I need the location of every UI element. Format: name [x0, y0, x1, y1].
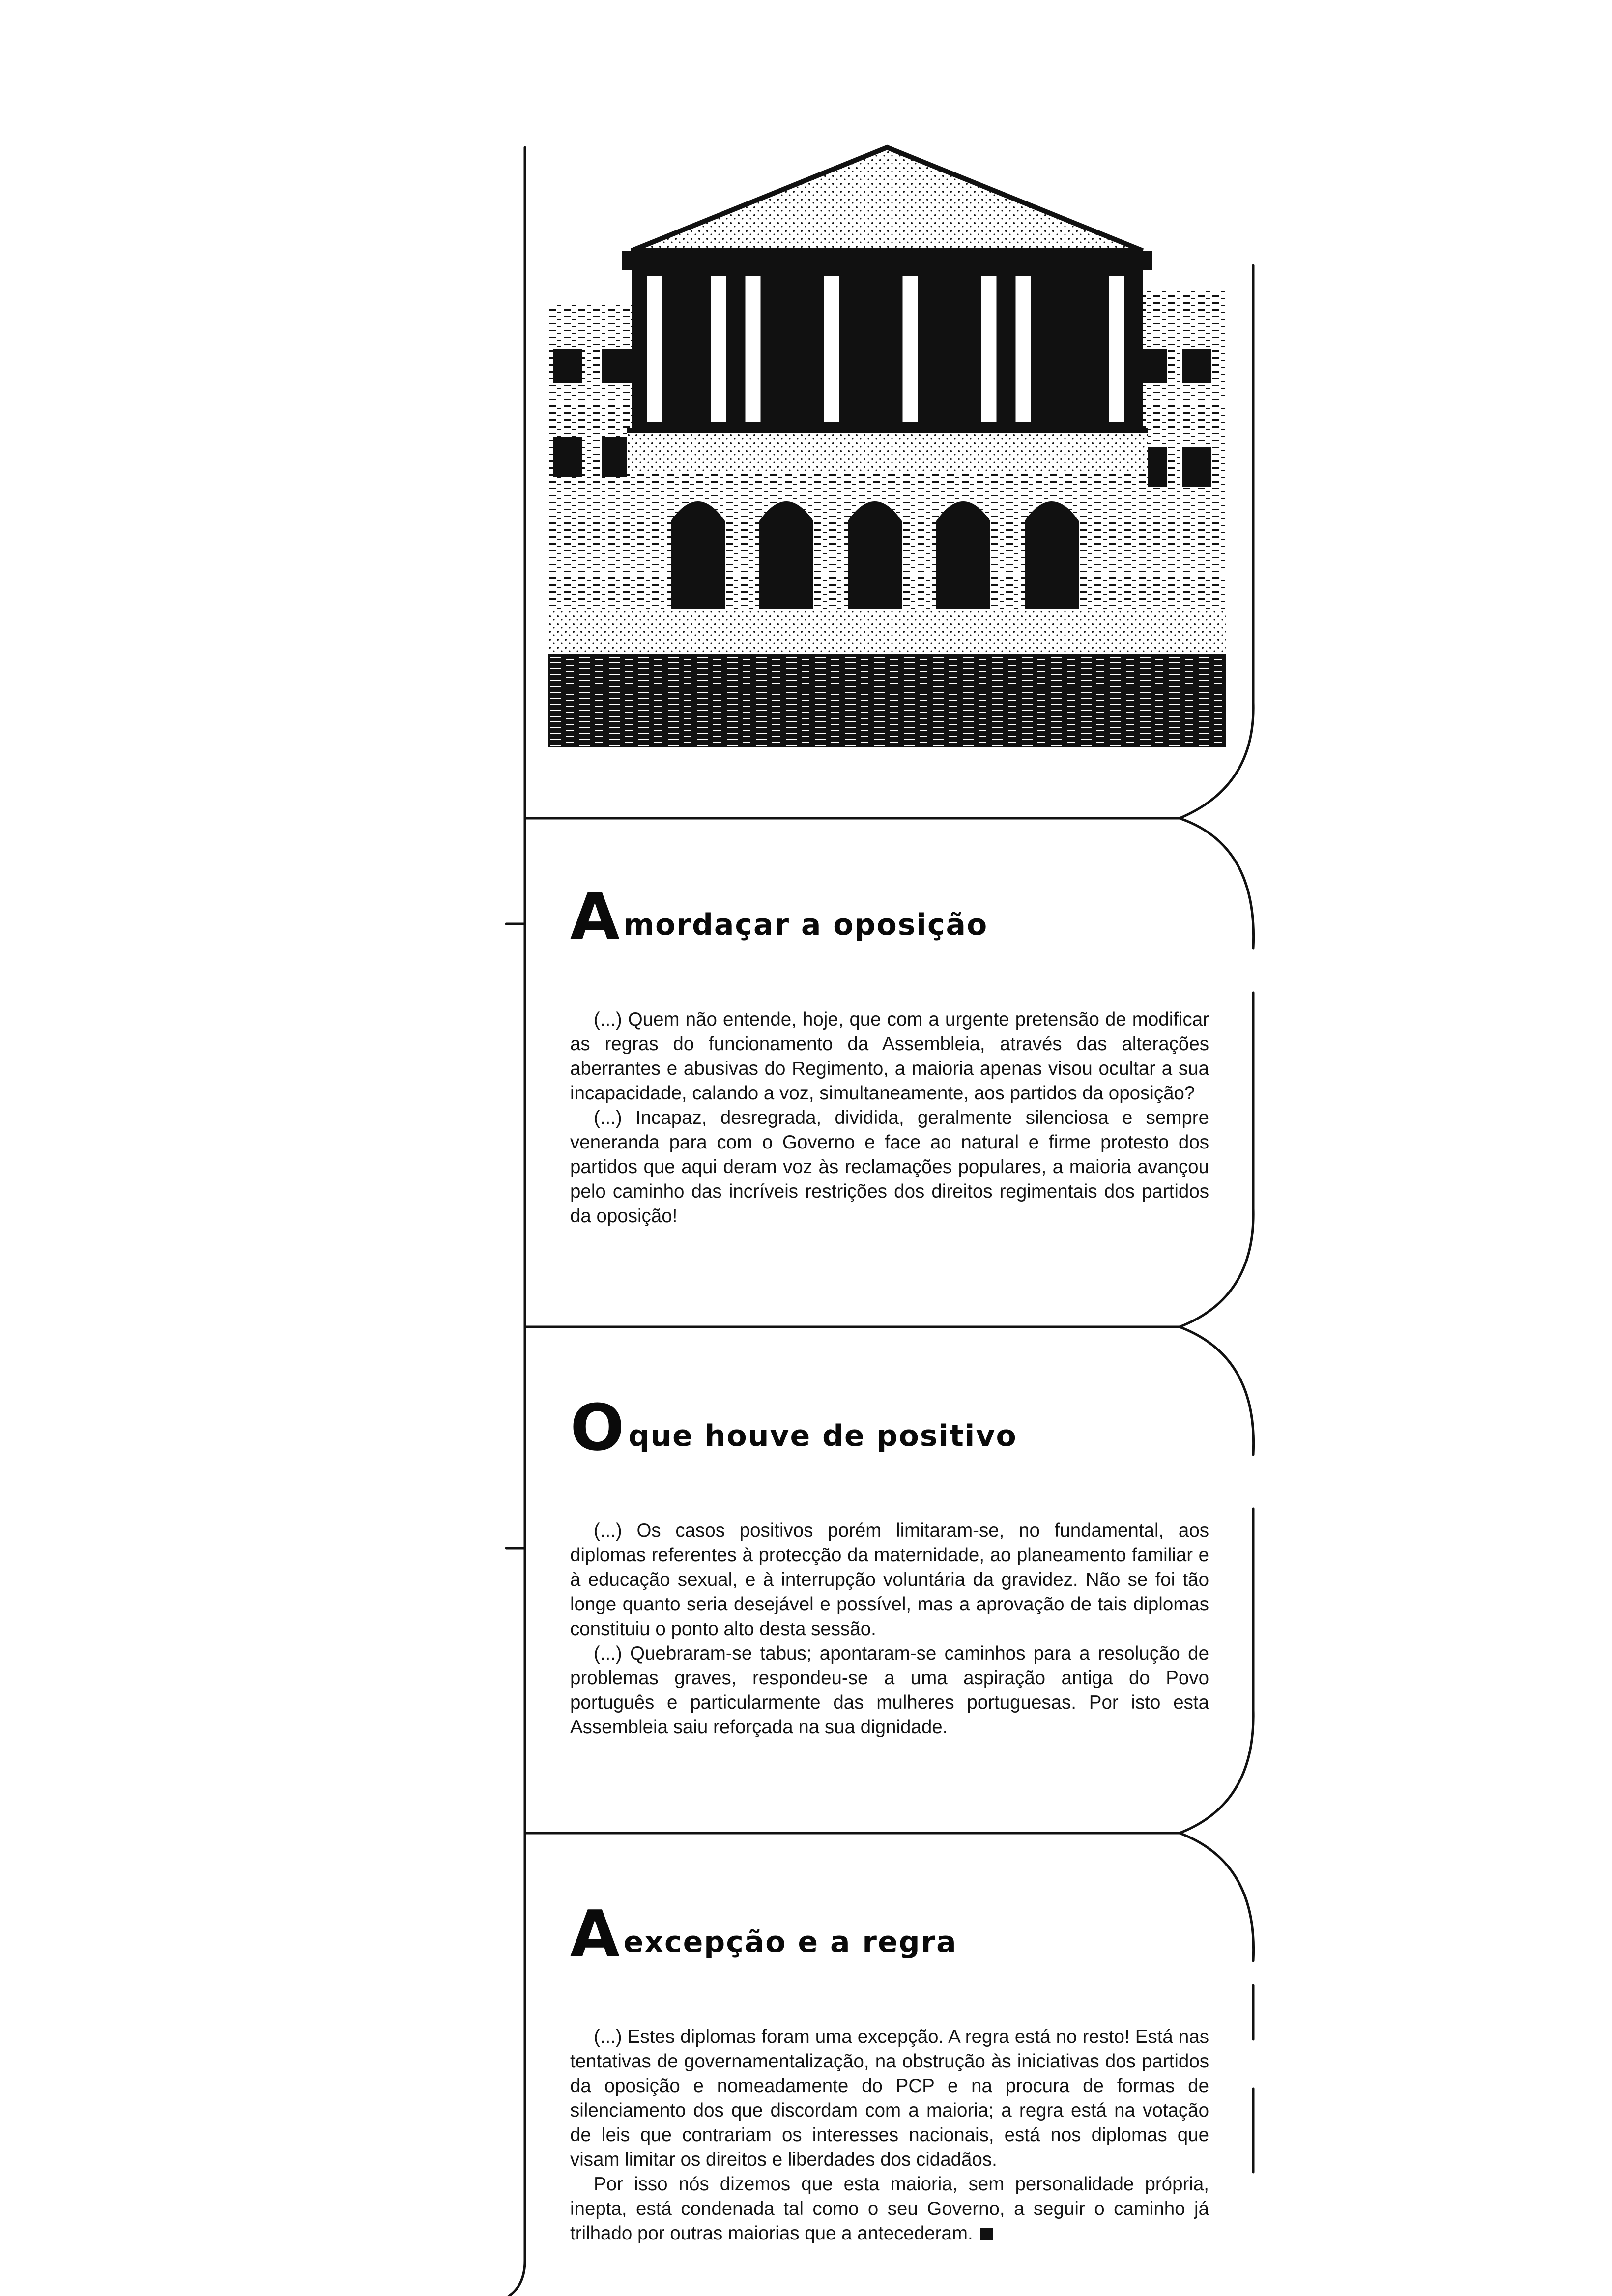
- paragraph: (...) Quem não entende, hoje, que com a urgente pretensão de modificar as regras do funcionamento da Assembleia, através das alterações aberrantes e abusivas do Regimento, a maioria apenas visou ocultar a sua incapacidade, calando a voz, simultaneamente, aos partidos da oposição?: [570, 1009, 1209, 1104]
- drop-cap: A: [570, 1896, 620, 1971]
- section-body: [570, 2025, 1209, 2246]
- drop-cap: A: [570, 879, 620, 954]
- section-excepcao: [570, 1896, 1209, 2246]
- title-text: que houve de positivo: [628, 1419, 1017, 1453]
- section-body: [570, 1519, 1209, 1740]
- drop-cap: O: [570, 1390, 625, 1465]
- paragraph-with-end-mark: [570, 2172, 1209, 2246]
- paragraph: (...) Os casos positivos porém limitaram-se, no fundamental, aos diplomas referentes à protecção da maternidade, ao planeamento familiar e à educação sexual, e à interrupção voluntária da gravidez. Não se foi tão longe quanto seria desejável e possível, mas a aprovação de tais diplomas constituiu o ponto alto desta sessão.: [570, 1520, 1209, 1639]
- section-amordacar: [570, 879, 1209, 1229]
- section-body: [570, 1007, 1209, 1229]
- paragraph: (...) Quebraram-se tabus; apontaram-se caminhos para a resolução de problemas graves, respondeu-se a uma aspiração antiga do Povo português e particularmente das mulheres portuguesas. Por isto esta Assembleia saiu reforçada na sua dignidade.: [570, 1643, 1209, 1738]
- title-text: mordaçar a oposição: [623, 908, 988, 942]
- section-title: [570, 879, 1209, 954]
- paragraph: (...) Incapaz, desregrada, dividida, geralmente silenciosa e sempre veneranda para com o Governo e face ao natural e firme protesto dos partidos que aqui deram voz às reclamações populares, a maioria avançou pelo caminho das incríveis restrições dos direitos regimentais dos partidos da oposição!: [570, 1107, 1209, 1227]
- section-positivo: [570, 1390, 1209, 1740]
- paragraph: (...) Estes diplomas foram uma excepção. A regra está no resto! Está nas tentativas de governamentalização, na obstrução às iniciativas dos partidos da oposição e nomeadamente do PCP e na procura de formas de silenciamento dos que discordam com a maioria; a regra está na votação de leis que contrariam os interesses nacionais, está nos diplomas que visam limitar os direitos e liberdades dos cidadãos.: [570, 2026, 1209, 2170]
- end-mark-icon: [980, 2228, 993, 2240]
- section-title: [570, 1896, 1209, 1971]
- title-text: excepção e a regra: [623, 1925, 957, 1959]
- assembly-building-illustration: [548, 143, 1226, 747]
- paragraph: Por isso nós dizemos que esta maioria, sem personalidade própria, inepta, está condenada tal como o seu Governo, a seguir o caminho já trilhado por outras maiorias que a antecederam.: [570, 2174, 1209, 2244]
- section-title: [570, 1390, 1209, 1465]
